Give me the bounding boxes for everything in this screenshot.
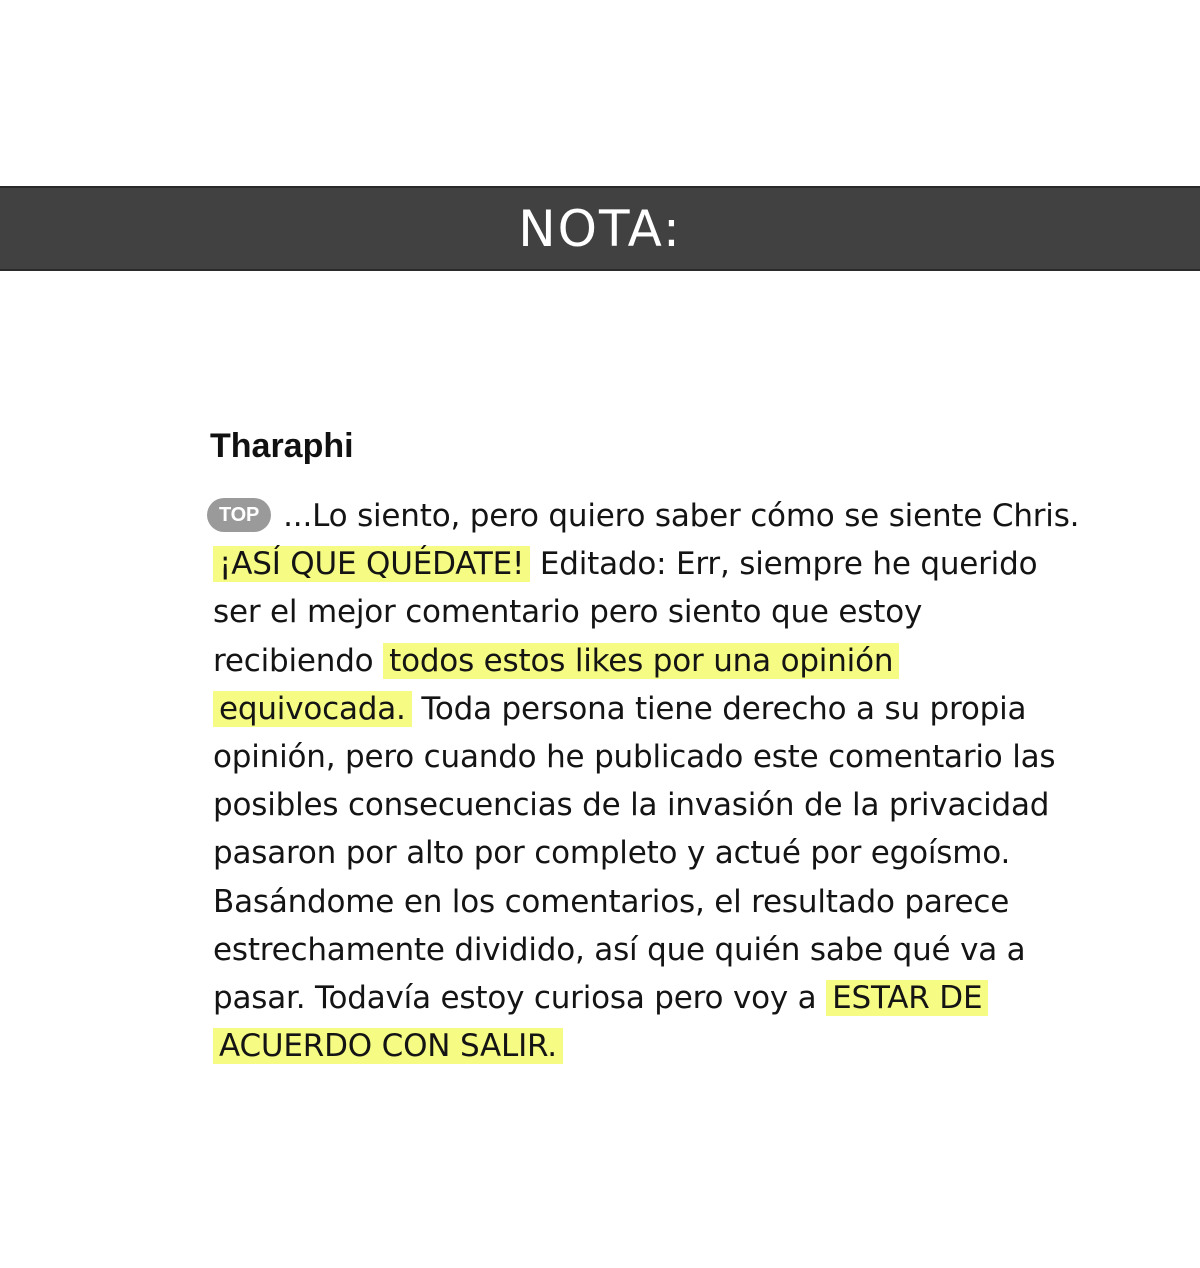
comment-author: Tharaphi — [210, 427, 354, 465]
comment-text-segment: ...Lo siento, pero quiero saber cómo se siente Chris. — [283, 498, 1080, 534]
comment-body — [213, 492, 1088, 1070]
comment-text-segment: Editado: Err, siempre he querido ser el mejor comentario pero siento que estoy recibiendo — [213, 546, 1038, 679]
highlighted-text-segment: ¡ASÍ QUE QUÉDATE! — [213, 546, 530, 582]
top-badge: TOP — [207, 498, 271, 532]
highlighted-text-segment: todos estos likes por una opinión equivocada. — [213, 643, 899, 727]
comment-card — [208, 420, 1088, 1070]
note-header-bar — [0, 186, 1200, 271]
comment-text-segment: Toda persona tiene derecho a su propia opinión, pero cuando he publicado este comentario las posibles consecuencias de la invasión de la privacidad pasaron por alto por completo y actué por egoísmo. Basándome en los comentarios, el resultado parece estrechamente dividido, así que quién sabe qué va a pasar. Todavía estoy curiosa pero voy a — [213, 690, 1056, 1017]
highlighted-text-segment: ESTAR DE ACUERDO CON SALIR. — [213, 980, 988, 1064]
note-title: NOTA: — [518, 199, 682, 258]
